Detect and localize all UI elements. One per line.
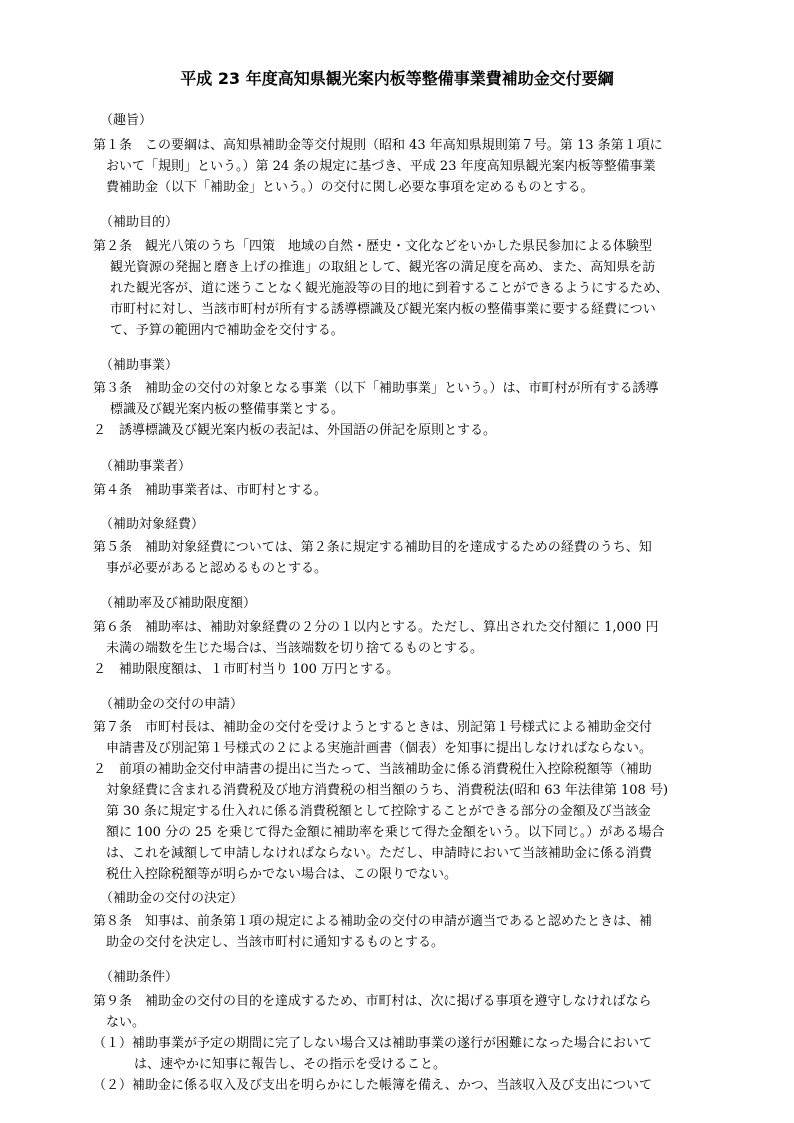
section-heading-objective: （補助目的） xyxy=(100,215,179,230)
section-text-line: 第９条 補助金の交付の目的を達成するため、市町村は、次に掲げる事項を遵守しなければなら xyxy=(93,994,652,1009)
section-text-line: 第７条 市町村長は、補助金の交付を受けようとするときは、別記第１号様式による補助金交付 xyxy=(93,720,653,735)
section-text-line: 第 30 条に規定する仕入れに係る消費税額として控除することができる部分の金額及び当該金 xyxy=(106,804,651,819)
section-text-line: は、速やかに知事に報告し、その指示を受けること。 xyxy=(134,1057,447,1072)
section-heading-conditions: （補助条件） xyxy=(100,970,179,985)
section-text-line: 第１条 この要綱は、高知県補助金等交付規則（昭和 43 年高知県規則第７号。第 13 条第１項に xyxy=(93,138,663,153)
section-text-line: 市町村に対し、当該市町村が所有する誘導標識及び観光案内板の整備事業に要する経費につい xyxy=(110,302,656,317)
section-text-line: れた観光客が、道に迷うことなく観光施設等の目的地に到着することができるようにするため、 xyxy=(110,281,669,296)
section-text-line: 事が必要があると認めるものとする。 xyxy=(106,561,328,576)
section-text-line: ２ 補助限度額は、１市町村当り 100 万円とする。 xyxy=(93,662,400,677)
section-text-line: 第６条 補助率は、補助対象経費の２分の１以内とする。ただし、算出された交付額に 1,000 円 xyxy=(93,620,659,635)
section-text-line: 費補助金（以下「補助金」という。）の交付に関し必要な事項を定めるものとする。 xyxy=(106,180,594,195)
section-text-line: 未満の端数を生じた場合は、当該端数を切り捨てるものとする。 xyxy=(106,641,484,656)
section-text-line: ２ 前項の補助金交付申請書の提出に当たって、当該補助金に係る消費税仕入控除税額等（補助 xyxy=(93,762,652,777)
section-heading-project: （補助事業） xyxy=(100,358,179,373)
section-text-line: 対象経費に含まれる消費税及び地方消費税の相当額のうち、消費税法(昭和 63 年法律第 108 号) xyxy=(106,783,669,798)
section-text-line: て、予算の範囲内で補助金を交付する。 xyxy=(110,323,344,338)
section-text-line: 額に 100 分の 25 を乗じて得た金額に補助率を乗じて得た金額をいう。以下同じ。）がある場合 xyxy=(106,825,665,840)
section-text-line: 観光資源の発掘と磨き上げの推進」の取組として、観光客の満足度を高め、また、高知県を訪 xyxy=(110,260,656,275)
section-heading-recipient: （補助事業者） xyxy=(100,459,192,474)
section-text-line: （１）補助事業が予定の期間に完了しない場合又は補助事業の遂行が困難になった場合において xyxy=(93,1036,653,1051)
section-text-line: 第２条 観光八策のうち「四策 地域の自然・歴史・文化などをいかした県民参加による体験型 xyxy=(93,239,653,254)
section-text-line: 第５条 補助対象経費については、第２条に規定する補助目的を達成するための経費のうち、知 xyxy=(93,540,652,555)
section-text-line: 標識及び観光案内板の整備事業とする。 xyxy=(110,402,345,417)
section-text-line: 助金の交付を決定し、当該市町村に通知するものとする。 xyxy=(106,935,445,950)
section-heading-rate-limit: （補助率及び補助限度額） xyxy=(100,596,257,611)
section-text-line: ２ 誘導標識及び観光案内板の表記は、外国語の併記を原則とする。 xyxy=(93,423,497,438)
section-heading-eligible-costs: （補助対象経費） xyxy=(100,517,205,532)
section-text-line: （２）補助金に係る収入及び支出を明らかにした帳簿を備え、かつ、当該収入及び支出について xyxy=(93,1078,653,1093)
section-text-line: は、これを減額して申請しなければならない。ただし、申請時において当該補助金に係る消費 xyxy=(106,846,653,861)
section-heading-application: （補助金の交付の申請） xyxy=(100,697,244,712)
section-text-line: 第８条 知事は、前条第１項の規定による補助金の交付の申請が適当であると認めたときは、補 xyxy=(93,914,653,929)
section-text-line: 第３条 補助金の交付の対象となる事業（以下「補助事業」という。）は、市町村が所有する誘導 xyxy=(93,381,659,396)
section-text-line: おいて「規則」という。）第 24 条の規定に基づき、平成 23 年度高知県観光案内板等整備事業 xyxy=(106,159,656,174)
document-title: 平成 23 年度高知県観光案内板等整備事業費補助金交付要綱 xyxy=(180,69,614,88)
section-heading-purpose: （趣旨） xyxy=(100,113,153,128)
section-text-line: ない。 xyxy=(106,1015,146,1030)
section-text-line: 税仕入控除税額等が明らかでない場合は、この限りでない。 xyxy=(106,867,458,882)
section-text-line: 第４条 補助事業者は、市町村とする。 xyxy=(93,483,328,498)
section-heading-decision: （補助金の交付の決定） xyxy=(100,891,244,906)
section-text-line: 申請書及び別記第１号様式の２による実施計画書（個表）を知事に提出しなければならない。 xyxy=(106,741,653,756)
